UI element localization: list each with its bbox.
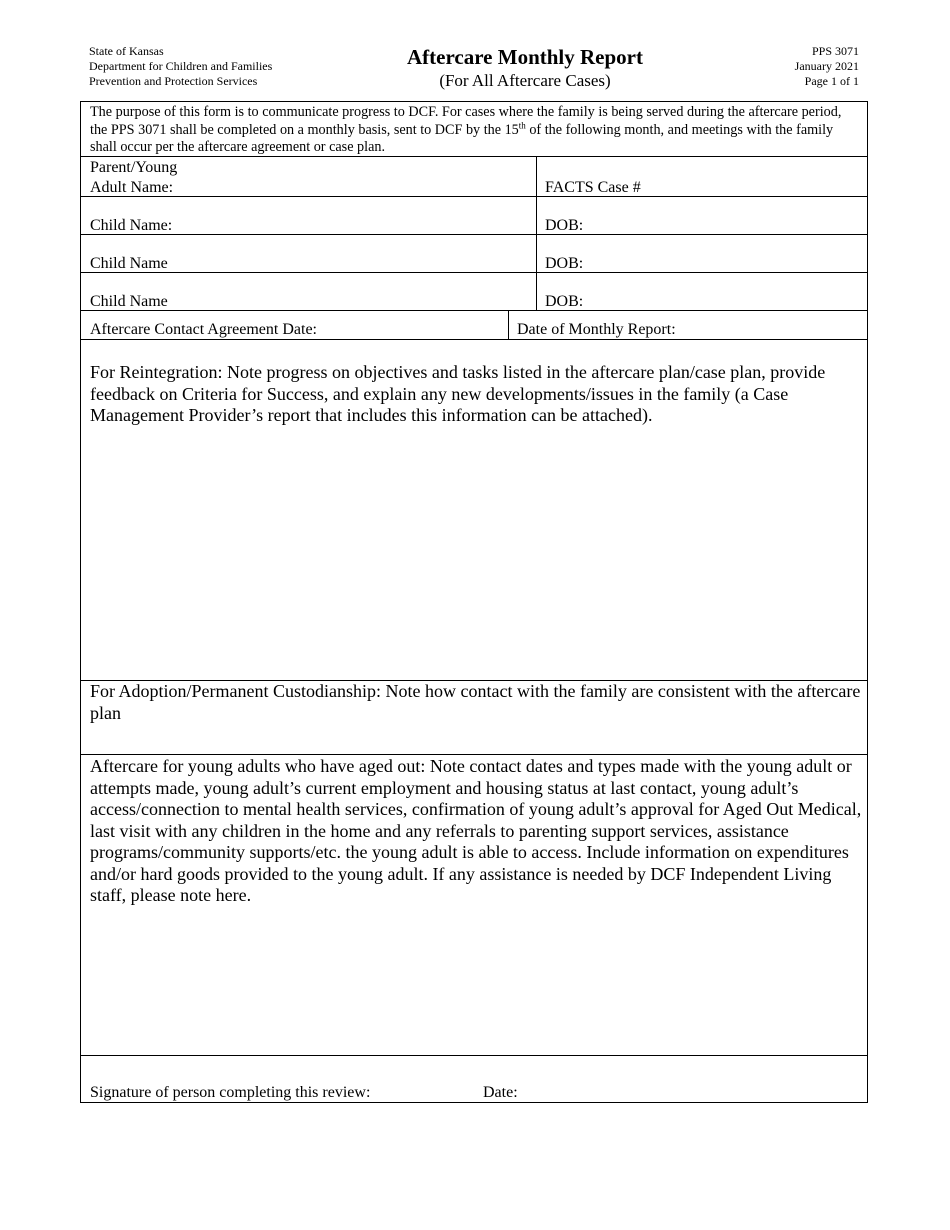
page-number: Page 1 of 1 (804, 74, 859, 88)
child-name-field-1[interactable]: Child Name: (90, 217, 173, 234)
report-date-field[interactable]: Date of Monthly Report: (517, 321, 676, 338)
adoption-section[interactable]: For Adoption/Permanent Custodianship: Note how contact with the family are consistent with the aftercare plan (90, 681, 861, 723)
signature-field[interactable]: Signature of person completing this review: (90, 1084, 371, 1101)
form-revision-date: January 2021 (794, 59, 859, 73)
reintegration-section[interactable]: For Reintegration: Note progress on objectives and tasks listed in the aftercare plan/case plan, provide feedback on Criteria for Success, and explain any new developments/issues in the family (a Case Management Provider’s report that includes this information can be attached). (90, 362, 826, 425)
child-name-field-3[interactable]: Child Name (90, 293, 168, 310)
agency-block (89, 44, 272, 89)
child-name-field-2[interactable]: Child Name (90, 255, 168, 272)
report-form (80, 101, 868, 1103)
form-subtitle: (For All Aftercare Cases) (439, 71, 611, 90)
purpose-statement: The purpose of this form is to communicate progress to DCF. For cases where the family is being served during the aftercare period, the PPS 3071 shall be completed on a monthly basis, sent to DCF by the 15th of the following month, and meetings with the family shall occur per the aftercare agreement or case plan. (90, 104, 842, 155)
parent-name-field[interactable]: Parent/Young Adult Name: (90, 159, 178, 196)
dob-field-2[interactable]: DOB: (545, 255, 584, 272)
agency-division: Prevention and Protection Services (89, 74, 258, 88)
title-block (330, 45, 720, 91)
divider (81, 234, 867, 235)
form-title: Aftercare Monthly Report (407, 45, 643, 69)
divider (81, 272, 867, 273)
dob-field-1[interactable]: DOB: (545, 217, 584, 234)
divider (81, 754, 867, 755)
agency-state: State of Kansas (89, 44, 164, 58)
column-divider (536, 156, 537, 310)
form-id-block (795, 44, 859, 89)
column-divider (508, 310, 509, 339)
form-number: PPS 3071 (811, 44, 859, 58)
aged-out-section[interactable]: Aftercare for young adults who have aged out: Note contact dates and types made with the young adult or attempts made, young adult’s current employment and housing status at last contact, young adult’s access/connection to mental health services, confirmation of young adult’s approval for Aged Out Medical, last visit with any children in the home and any referrals to parenting support services, assistance programs/community supports/etc. the young adult is able to access. Include information on expenditures and/or hard goods provided to the young adult. If any assistance is needed by DCF Independent Living staff, please note here. (90, 756, 862, 905)
divider (81, 310, 867, 311)
divider (81, 196, 867, 197)
agency-department: Department for Children and Families (89, 59, 273, 73)
agreement-date-field[interactable]: Aftercare Contact Agreement Date: (90, 321, 317, 338)
signature-date-field[interactable]: Date: (483, 1084, 518, 1101)
dob-field-3[interactable]: DOB: (545, 293, 584, 310)
facts-case-field[interactable]: FACTS Case # (545, 179, 641, 196)
divider (81, 1055, 867, 1056)
